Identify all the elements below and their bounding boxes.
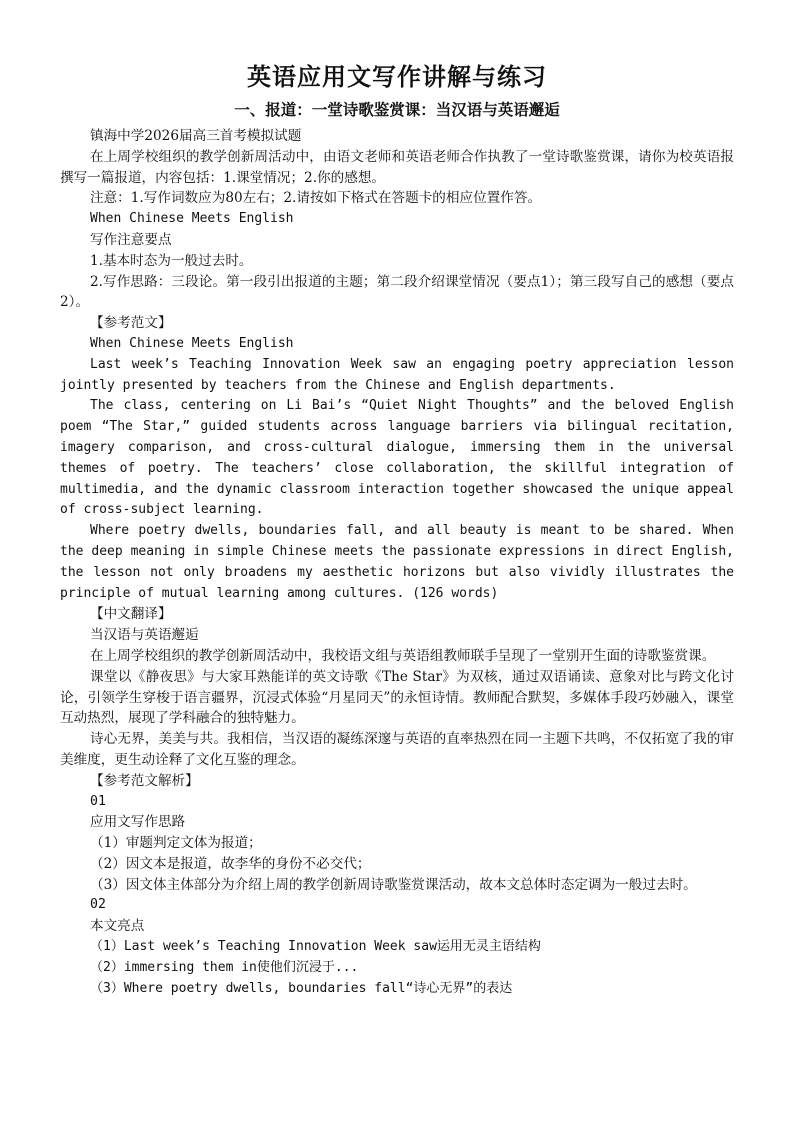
analysis-heading: 【参考范文解析】 xyxy=(90,772,199,789)
sample-paragraph: Where poetry dwells, boundaries fall, and all beauty is meant to be shared. When the deep meaning in simple Chinese meets the passionate expressions in direct English, the lesson not only broadens my aesthetic horizons but also vividly illustrates the principle of mutual learning among cultures. (126 words) xyxy=(60,523,734,601)
task-prompt: 在上周学校组织的教学创新周活动中，由语文老师和英语老师合作执教了一堂诗歌鉴赏课，请你为校英语报撰写一篇报道，内容包括：1.课堂情况；2.你的感想。 xyxy=(60,148,734,186)
highlight-item: （1）Last week’s Teaching Innovation Week saw运用无灵主语结构 xyxy=(90,939,541,955)
analysis-item: （3）因文体主体部分为介绍上周的教学创新周诗歌鉴赏课活动，故本文总体时态定调为一般过去时。 xyxy=(90,876,697,893)
sample-heading: 【参考范文】 xyxy=(90,315,172,332)
sample-title: When Chinese Meets English xyxy=(90,335,294,351)
sample-paragraph: The class, centering on Li Bai’s “Quiet Night Thoughts” and the beloved English poem “The Star,” guided students across language barriers via bilingual recitation, imagery comparison, and cross-cultural dialogue, immersing them in the universal themes of poetry. The teachers’ close collaboration, the skillful integration of multimedia, and the dynamic classroom interaction together showcased the unique appeal of cross-subject learning. xyxy=(60,398,734,518)
section-title: 本文亮点 xyxy=(90,918,145,935)
sample-paragraph: Last week’s Teaching Innovation Week saw an engaging poetry appreciation lesson jointly presented by teachers from the Chinese and English departments. xyxy=(60,356,734,393)
task-note: 注意：1.写作词数应为80左右；2.请按如下格式在答题卡的相应位置作答。 xyxy=(90,190,542,207)
section-subtitle: 一、报道：一堂诗歌鉴赏课：当汉语与英语邂逅 xyxy=(234,100,560,119)
document-page xyxy=(60,60,734,999)
translation-title: 当汉语与英语邂逅 xyxy=(90,627,199,644)
translation-heading: 【中文翻译】 xyxy=(90,606,172,623)
format-title: When Chinese Meets English xyxy=(90,211,294,227)
tip-item: 1.基本时态为一般过去时。 xyxy=(90,252,253,269)
translation-paragraph: 课堂以《静夜思》与大家耳熟能详的英文诗歌《The Star》为双核，通过双语诵读、意象对比与跨文化讨论，引领学生穿梭于语言疆界，沉浸式体验“月星同天”的永恒诗情。教师配合默契，多媒体手段巧妙融入，课堂互动热烈，展现了学科融合的独特魅力。 xyxy=(60,668,734,727)
analysis-item: （2）因文本是报道，故李华的身份不必交代； xyxy=(90,855,371,872)
section-number: 01 xyxy=(90,793,106,809)
translation-paragraph: 在上周学校组织的教学创新周活动中，我校语文组与英语组教师联手呈现了一堂别开生面的诗歌鉴赏课。 xyxy=(90,647,716,664)
tip-item: 2.写作思路：三段论。第一段引出报道的主题；第二段介绍课堂情况（要点1）；第三段写自己的感想（要点2）。 xyxy=(60,273,734,311)
page-title: 英语应用文写作讲解与练习 xyxy=(247,63,547,91)
section-title: 应用文写作思路 xyxy=(90,814,186,831)
highlight-item: （2）immersing them in使他们沉浸于... xyxy=(90,959,359,975)
section-number: 02 xyxy=(90,897,106,913)
highlight-item: （3）Where poetry dwells, boundaries fall“诗心无界”的表达 xyxy=(90,980,513,996)
tips-heading: 写作注意要点 xyxy=(90,231,172,248)
analysis-item: （1）审题判定文体为报道； xyxy=(90,835,262,852)
exam-source: 镇海中学2026届高三首考模拟试题 xyxy=(90,128,302,144)
translation-paragraph: 诗心无界，美美与共。我相信，当汉语的凝练深邃与英语的直率热烈在同一主题下共鸣，不仅拓宽了我的审美维度，更生动诠释了文化互鉴的理念。 xyxy=(60,731,734,768)
